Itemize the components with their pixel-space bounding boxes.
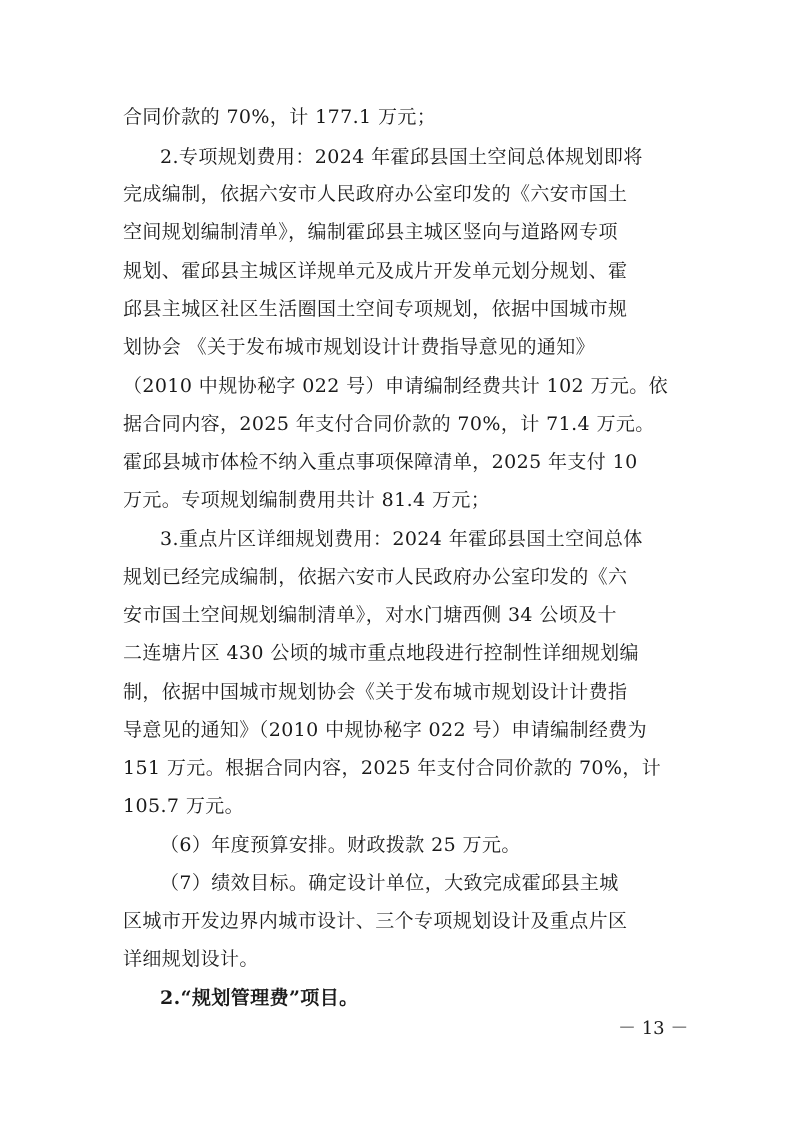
- text-line-16: 制，依据中国城市规划协会《关于发布城市规划设计计费指: [123, 681, 628, 703]
- text-line-21: （7）绩效目标。确定设计单位，大致完成霍邱县主城: [160, 872, 619, 894]
- text-line-6: 邱县主城区社区生活圈国土空间专项规划，依据中国城市规: [123, 298, 628, 320]
- text-line-17: 导意见的通知》（2010 中规协秘字 022 号）申请编制经费为: [123, 719, 648, 741]
- text-line-11: 万元。专项规划编制费用共计 81.4 万元；: [123, 489, 491, 511]
- text-line-20: （6）年度预算安排。财政拨款 25 万元。: [160, 834, 521, 856]
- text-line-13: 规划已经完成编制，依据六安市人民政府办公室印发的《六: [123, 566, 628, 588]
- text-line-5: 规划、霍邱县主城区详规单元及成片开发单元划分规划、霍: [123, 260, 628, 282]
- text-line-10: 霍邱县城市体检不纳入重点事项保障清单，2025 年支付 10: [123, 451, 638, 473]
- text-line-12: 3.重点片区详细规划费用：2024 年霍邱县国土空间总体: [160, 528, 643, 550]
- text-line-14: 安市国土空间规划编制清单》，对水门塘西侧 34 公顷及十: [123, 604, 617, 626]
- text-line-9: 据合同内容，2025 年支付合同价款的 70%，计 71.4 万元。: [123, 413, 655, 435]
- text-line-8: （2010 中规协秘字 022 号）申请编制经费共计 102 万元。依: [123, 375, 669, 397]
- text-line-15: 二连塘片区 430 公顷的城市重点地段进行控制性详细规划编: [123, 642, 639, 664]
- text-line-4: 空间规划编制清单》，编制霍邱县主城区竖向与道路网专项: [123, 221, 618, 243]
- text-line-19: 105.7 万元。: [123, 795, 245, 817]
- text-line-7: 划协会 《关于发布城市规划设计计费指导意见的通知》: [123, 336, 596, 358]
- text-line-3: 完成编制，依据六安市人民政府办公室印发的《六安市国土: [123, 183, 628, 205]
- text-line-2: 2.专项规划费用：2024 年霍邱县国土空间总体规划即将: [160, 146, 643, 168]
- section-heading: 2.“规划管理费”项目。: [160, 987, 359, 1009]
- text-line-1: 合同价款的 70%，计 177.1 万元；: [123, 106, 437, 128]
- text-line-18: 151 万元。根据合同内容，2025 年支付合同价款的 70%，计: [123, 757, 662, 779]
- text-line-23: 详细规划设计。: [123, 948, 259, 970]
- page-number: － 13 －: [618, 1018, 689, 1039]
- text-line-22: 区城市开发边界内城市设计、三个专项规划设计及重点片区: [123, 910, 628, 932]
